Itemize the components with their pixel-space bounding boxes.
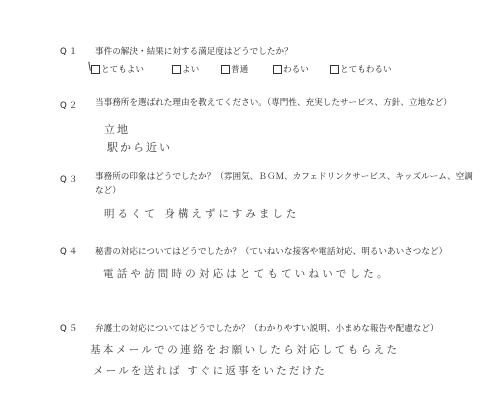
q1-number: Q１ (60, 47, 80, 57)
q3-answer-line-1: 明るくて 身構えずにすみました (104, 208, 300, 220)
q4-answer-line-1: 電話や訪問時の対応はとてもていねいでした。 (103, 268, 391, 280)
checkbox-icon[interactable] (172, 65, 181, 74)
q1-choice-very-bad[interactable] (330, 63, 392, 75)
q3-number: Q３ (60, 175, 80, 185)
q4-question: 秘書の対応についてはどうでしたか？（ていねいな接客や電話対応、明るいあいさつなど） (95, 247, 448, 257)
q5-question: 弁護士の対応についてはどうでしたか？（わかりやすい説明、小まめな報告や配慮など） (95, 324, 439, 334)
checkbox-checked-icon[interactable] (91, 65, 100, 74)
q4-number: Q４ (60, 247, 80, 257)
q2-answer-line-1: 立地 (104, 123, 130, 136)
checkbox-icon[interactable] (330, 65, 339, 74)
q1-choice-label: 普通 (231, 65, 249, 75)
q1-choice-normal[interactable] (221, 63, 248, 75)
q2-question (95, 96, 475, 110)
q1-choice-bad[interactable] (273, 63, 309, 75)
q1-choice-label: とてもわるい (340, 65, 392, 75)
checkbox-icon[interactable] (221, 65, 230, 74)
q2-number: Q２ (60, 101, 80, 111)
q5-number: Q５ (60, 324, 80, 334)
q1-choice-good[interactable] (172, 63, 199, 75)
q2-question-text: 当事務所を選ばれた理由を教えてください。（専門性、充実したサービス、方針、立地など） (95, 98, 452, 108)
q3-question-text: 事務所の印象はどうでしたか？（雰囲気、ＢＧＭ、カフェドリンクサービス、キッズルーム、空調など） (95, 172, 473, 196)
q1-choice-label: よい (182, 65, 200, 75)
q2-answer-line-2: 駅から近い (107, 141, 172, 154)
q1-choice-label: わるい (283, 65, 309, 75)
q1-choice-label: とてもよい (101, 65, 144, 75)
q5-answer-line-1: 基本メールでの連絡をお願いしたら対応してもらえた (90, 344, 400, 356)
checkbox-icon[interactable] (273, 65, 282, 74)
q1-question: 事件の解決・結果に対する満足度はどうでしたか？ (95, 47, 293, 57)
q1-choice-very-good[interactable] (91, 63, 144, 75)
q5-answer-line-2: メールを送れば すぐに返事をいただけた (93, 365, 327, 377)
q3-question (95, 170, 480, 198)
